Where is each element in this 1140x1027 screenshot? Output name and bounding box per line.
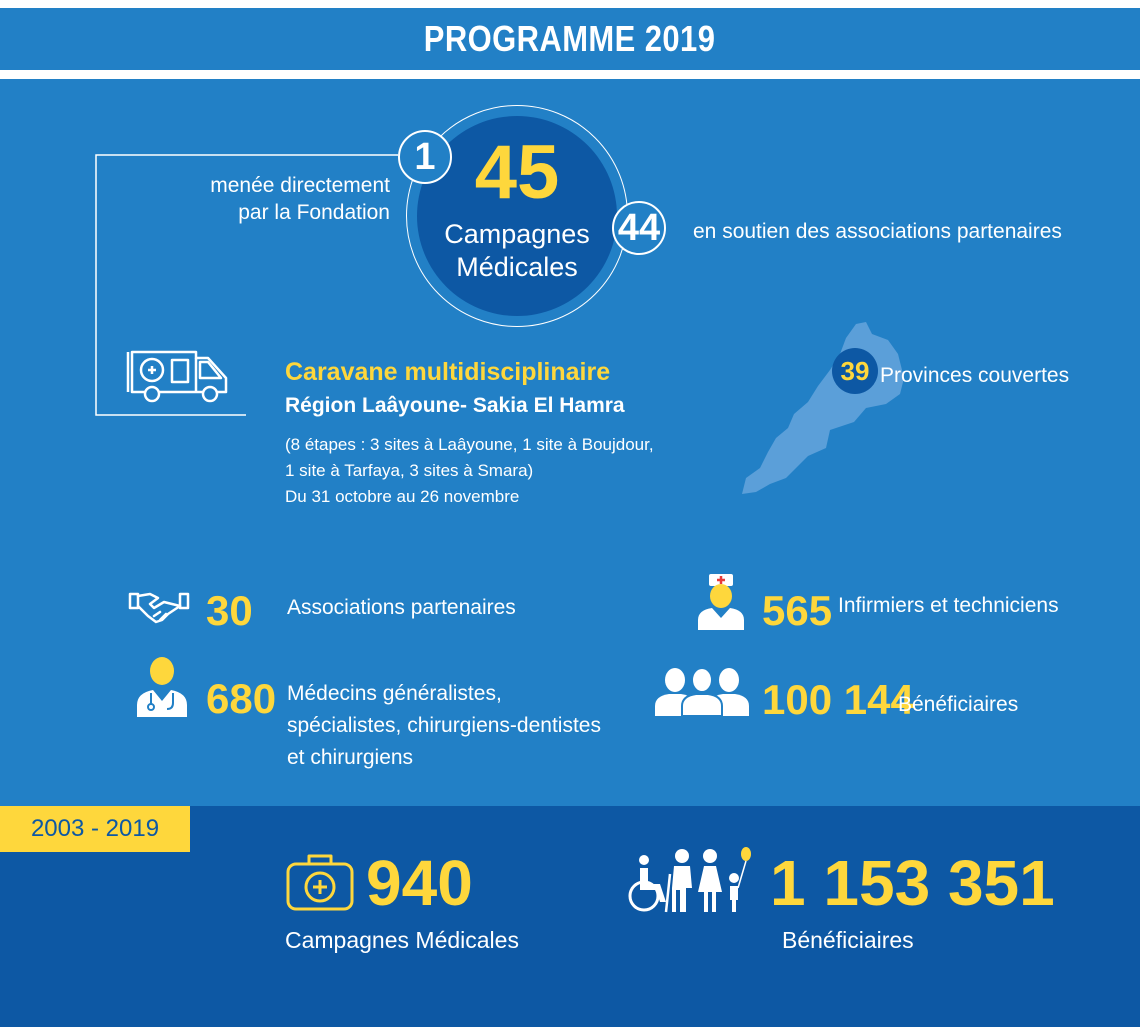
beneficiaires-value: 100 144 <box>762 676 914 723</box>
caravane-details-line1: (8 étapes : 3 sites à Laâyoune, 1 site à Boujdour, <box>285 435 654 454</box>
direct-count-circle <box>398 130 452 184</box>
medecins-label <box>287 678 627 774</box>
direct-text-line2: par la Fondation <box>238 201 390 224</box>
infirmiers-label: Infirmiers et techniciens <box>838 594 1059 617</box>
beneficiaires-label: Bénéficiaires <box>898 693 1019 716</box>
partner-count: 44 <box>617 206 661 249</box>
caravane-details <box>285 432 735 510</box>
doctor-icon <box>135 655 189 717</box>
campaigns-label-line2: Médicales <box>456 252 578 282</box>
total-campaigns-label: Campagnes Médicales <box>285 927 519 953</box>
total-beneficiaires-value: 1 153 351 <box>770 847 1055 919</box>
medecins-label-line2: spécialistes, chirurgiens-dentistes <box>287 714 601 737</box>
family-icon <box>626 844 756 914</box>
page-title: PROGRAMME 2019 <box>424 18 716 59</box>
handshake-icon <box>128 588 190 628</box>
caravane-details-line2: 1 site à Tarfaya, 3 sites à Smara) <box>285 461 534 480</box>
campaigns-label-line1: Campagnes <box>444 219 590 249</box>
associations-label: Associations partenaires <box>287 596 516 619</box>
partner-count-circle <box>612 201 666 255</box>
caravane-region: Région Laâyoune- Sakia El Hamra <box>285 394 625 417</box>
campaigns-label <box>417 218 617 284</box>
nurse-icon <box>696 572 746 630</box>
direct-text <box>170 172 390 226</box>
people-group-icon <box>655 666 749 716</box>
associations-value: 30 <box>206 587 253 634</box>
ambulance-icon <box>126 346 236 404</box>
morocco-map <box>738 318 918 498</box>
partner-text: en soutien des associations partenaires <box>693 220 1062 243</box>
medecins-value: 680 <box>206 675 277 722</box>
caravane-title: Caravane multidisciplinaire <box>285 358 611 386</box>
period-badge: 2003 - 2019 <box>0 806 190 852</box>
medecins-label-line3: et chirurgiens <box>287 746 414 769</box>
medical-kit-icon <box>285 852 355 912</box>
direct-text-line1: menée directement <box>210 174 390 197</box>
caravane-details-line3: Du 31 octobre au 26 novembre <box>285 487 520 506</box>
medecins-label-line1: Médecins généralistes, <box>287 682 502 705</box>
provinces-count: 39 <box>832 348 878 394</box>
infirmiers-value: 565 <box>762 587 833 634</box>
direct-count: 1 <box>414 135 436 178</box>
total-campaigns-value: 940 <box>366 847 473 919</box>
campaigns-total: 45 <box>474 130 560 215</box>
total-beneficiaires-label: Bénéficiaires <box>782 927 914 953</box>
provinces-label: Provinces couvertes <box>880 364 1070 387</box>
